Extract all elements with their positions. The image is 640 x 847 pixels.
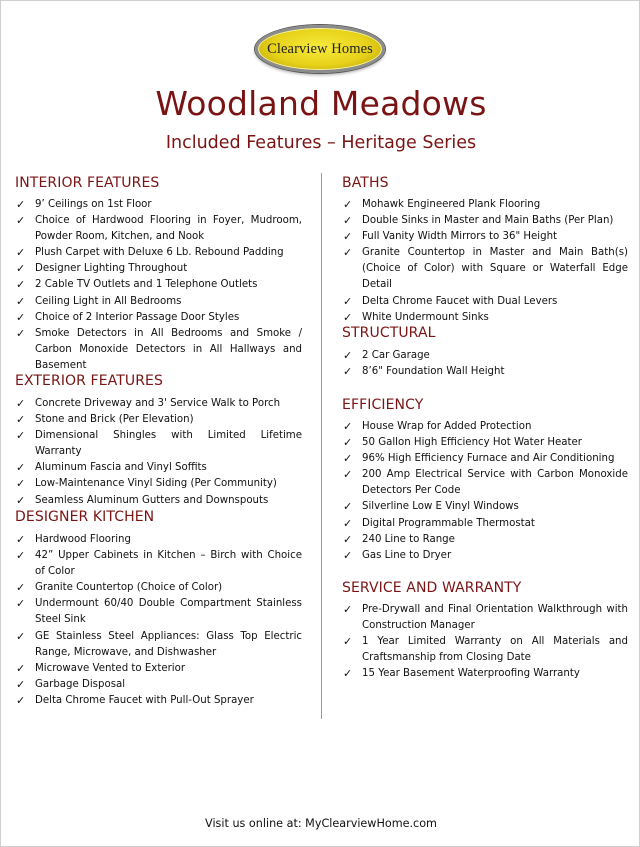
structural-list xyxy=(342,348,628,380)
feature-item-text: Microwave Vented to Exterior xyxy=(35,662,186,674)
feature-item-text: Ceiling Light in All Bedrooms xyxy=(35,295,182,307)
checkmark-icon: ✓ xyxy=(16,493,26,507)
checkmark-icon: ✓ xyxy=(16,461,26,475)
clearview-homes-logo xyxy=(255,25,385,73)
feature-item-text: Concrete Driveway and 3' Service Walk to Porch xyxy=(35,398,281,409)
feature-item xyxy=(15,428,302,460)
feature-item xyxy=(342,348,628,364)
feature-item xyxy=(15,396,302,412)
feature-item xyxy=(15,548,302,580)
feature-item xyxy=(15,213,302,245)
checkmark-icon: ✓ xyxy=(343,294,353,308)
feature-item xyxy=(342,245,628,293)
checkmark-icon: ✓ xyxy=(16,413,26,427)
feature-item-text: 2 Car Garage xyxy=(362,350,430,361)
feature-item xyxy=(342,499,628,515)
feature-item xyxy=(342,467,628,499)
feature-item-text: GE Stainless Steel Appliances: Glass Top Electric Range, Microwave, and Dishwasher xyxy=(35,630,302,658)
checkmark-icon: ✓ xyxy=(16,549,26,563)
feature-item-text: Choice of Hardwood Flooring in Foyer, Mudroom, Powder Room, Kitchen, and Nook xyxy=(35,215,302,243)
checkmark-icon: ✓ xyxy=(343,365,353,379)
feature-item xyxy=(15,277,302,293)
checkmark-icon: ✓ xyxy=(343,214,353,228)
feature-item xyxy=(342,197,628,213)
checkmark-icon: ✓ xyxy=(343,468,353,482)
feature-item-text: 9’ Ceilings on 1st Floor xyxy=(35,199,152,210)
checkmark-icon: ✓ xyxy=(343,603,353,616)
feature-item xyxy=(15,693,302,709)
checkmark-icon: ✓ xyxy=(16,693,26,707)
checkmark-icon: ✓ xyxy=(16,581,26,595)
checkmark-icon: ✓ xyxy=(16,429,26,443)
feature-item xyxy=(15,580,302,596)
checkmark-icon: ✓ xyxy=(16,214,26,228)
checkmark-icon: ✓ xyxy=(343,532,353,546)
feature-item xyxy=(15,245,302,261)
feature-item xyxy=(15,197,302,213)
feature-item xyxy=(342,229,628,245)
section-title-warranty: SERVICE AND WARRANTY xyxy=(342,580,522,596)
feature-item xyxy=(15,629,302,661)
checkmark-icon: ✓ xyxy=(16,533,26,546)
feature-item-text: Plush Carpet with Deluxe 6 Lb. Rebound Padding xyxy=(35,247,284,259)
feature-item xyxy=(342,419,628,435)
feature-item-text: 200 Amp Electrical Service with Carbon Monoxide Detectors Per Code xyxy=(362,469,628,497)
feature-item-text: Pre-Drywall and Final Orientation Walkthrough with Construction Manager xyxy=(362,604,628,632)
feature-item xyxy=(342,310,628,326)
feature-item-text: Delta Chrome Faucet with Dual Levers xyxy=(362,295,558,307)
checkmark-icon: ✓ xyxy=(16,477,26,491)
feature-item xyxy=(342,548,628,564)
checkmark-icon: ✓ xyxy=(343,436,353,450)
feature-item-text: Double Sinks in Master and Main Baths (Per Plan) xyxy=(362,215,614,227)
feature-item xyxy=(15,261,302,277)
feature-item-text: 96% High Efficiency Furnace and Air Conditioning xyxy=(362,453,615,465)
service-warranty-list xyxy=(342,602,628,682)
feature-item xyxy=(15,460,302,476)
feature-item-text: 2 Cable TV Outlets and 1 Telephone Outlets xyxy=(35,279,258,291)
interior-features-list xyxy=(15,197,302,374)
checkmark-icon: ✓ xyxy=(343,349,353,362)
checkmark-icon: ✓ xyxy=(16,198,26,211)
section-title-baths: BATHS xyxy=(342,175,389,191)
feature-item xyxy=(342,634,628,666)
logo-text: Clearview Homes xyxy=(267,40,373,57)
feature-item xyxy=(15,661,302,677)
page-title: Woodland Meadows xyxy=(155,84,487,123)
feature-item xyxy=(15,596,302,628)
feature-item-text: Granite Countertop (Choice of Color) xyxy=(35,582,223,594)
feature-item-text: Dimensional Shingles with Limited Lifetime Warranty xyxy=(35,430,302,458)
feature-item-text: 8’6" Foundation Wall Height xyxy=(362,366,505,378)
section-title-structural: STRUCTURAL xyxy=(342,325,436,341)
feature-item-text: Gas Line to Dryer xyxy=(362,549,452,561)
checkmark-icon: ✓ xyxy=(16,597,26,611)
checkmark-icon: ✓ xyxy=(16,262,26,276)
efficiency-list xyxy=(342,419,628,564)
feature-item xyxy=(15,310,302,326)
section-title-interior: INTERIOR FEATURES xyxy=(15,175,160,191)
feature-item xyxy=(342,602,628,634)
feature-item xyxy=(15,677,302,693)
checkmark-icon: ✓ xyxy=(16,397,26,410)
checkmark-icon: ✓ xyxy=(16,246,26,260)
feature-item xyxy=(342,666,628,682)
feature-item-text: Undermount 60/40 Double Compartment Stainless Steel Sink xyxy=(35,598,302,626)
feature-item-text: Digital Programmable Thermostat xyxy=(362,517,535,529)
checkmark-icon: ✓ xyxy=(343,420,353,433)
feature-item xyxy=(15,476,302,492)
feature-item xyxy=(15,532,302,548)
feature-item xyxy=(15,294,302,310)
section-title-exterior: EXTERIOR FEATURES xyxy=(15,373,163,389)
designer-kitchen-list xyxy=(15,532,302,709)
feature-item xyxy=(342,435,628,451)
feature-item-text: White Undermount Sinks xyxy=(362,311,489,323)
feature-item-text: Stone and Brick (Per Elevation) xyxy=(35,414,194,426)
feature-item-text: Smoke Detectors in All Bedrooms and Smoke / Carbon Monoxide Detectors in All Hallways and Basement xyxy=(35,327,302,371)
feature-item xyxy=(15,493,302,509)
feature-item-text: 1 Year Limited Warranty on All Materials and Craftsmanship from Closing Date xyxy=(362,636,628,664)
feature-item xyxy=(342,364,628,380)
exterior-features-list xyxy=(15,396,302,509)
checkmark-icon: ✓ xyxy=(16,629,26,643)
feature-item xyxy=(15,326,302,374)
feature-item-text: Low-Maintenance Vinyl Siding (Per Community) xyxy=(35,478,277,490)
feature-item-text: 15 Year Basement Waterproofing Warranty xyxy=(362,668,580,680)
feature-item xyxy=(15,412,302,428)
checkmark-icon: ✓ xyxy=(343,452,353,466)
feature-item-text: Garbage Disposal xyxy=(35,678,126,690)
feature-item-text: Delta Chrome Faucet with Pull-Out Sprayer xyxy=(35,694,254,706)
checkmark-icon: ✓ xyxy=(343,310,353,324)
checkmark-icon: ✓ xyxy=(343,516,353,530)
checkmark-icon: ✓ xyxy=(16,661,26,675)
feature-item-text: Hardwood Flooring xyxy=(35,534,131,545)
feature-item-text: House Wrap for Added Protection xyxy=(362,421,532,432)
checkmark-icon: ✓ xyxy=(343,246,353,260)
feature-item-text: 240 Line to Range xyxy=(362,533,455,545)
feature-item-text: 50 Gallon High Efficiency Hot Water Heater xyxy=(362,437,582,449)
checkmark-icon: ✓ xyxy=(343,635,353,649)
checkmark-icon: ✓ xyxy=(16,677,26,691)
feature-item-text: Aluminum Fascia and Vinyl Soffits xyxy=(35,462,207,474)
checkmark-icon: ✓ xyxy=(343,198,353,211)
feature-item-text: Seamless Aluminum Gutters and Downspouts xyxy=(35,494,269,506)
checkmark-icon: ✓ xyxy=(16,278,26,292)
baths-list xyxy=(342,197,628,326)
feature-item xyxy=(342,294,628,310)
feature-item-text: Designer Lighting Throughout xyxy=(35,263,188,275)
section-title-efficiency: EFFICIENCY xyxy=(342,397,424,413)
feature-item-text: Mohawk Engineered Plank Flooring xyxy=(362,199,541,210)
feature-item-text: Full Vanity Width Mirrors to 36" Height xyxy=(362,231,558,243)
feature-item-text: 42” Upper Cabinets in Kitchen – Birch with Choice of Color xyxy=(35,550,302,578)
feature-item-text: Choice of 2 Interior Passage Door Styles xyxy=(35,311,240,323)
feature-item xyxy=(342,213,628,229)
checkmark-icon: ✓ xyxy=(343,667,353,681)
feature-item-text: Silverline Low E Vinyl Windows xyxy=(362,501,519,513)
feature-item xyxy=(342,516,628,532)
checkmark-icon: ✓ xyxy=(343,548,353,562)
section-title-kitchen: DESIGNER KITCHEN xyxy=(15,509,155,525)
feature-item xyxy=(342,451,628,467)
checkmark-icon: ✓ xyxy=(16,294,26,308)
checkmark-icon: ✓ xyxy=(16,326,26,340)
feature-item xyxy=(342,532,628,548)
checkmark-icon: ✓ xyxy=(343,500,353,514)
page-subtitle: Included Features – Heritage Series xyxy=(165,133,477,153)
footer-website: Visit us online at: MyClearviewHome.com xyxy=(205,817,437,830)
feature-item-text: Granite Countertop in Master and Main Bath(s) (Choice of Color) with Square or Waterfall Edge Detail xyxy=(362,247,628,291)
checkmark-icon: ✓ xyxy=(16,310,26,324)
checkmark-icon: ✓ xyxy=(343,230,353,244)
column-divider xyxy=(321,173,322,719)
